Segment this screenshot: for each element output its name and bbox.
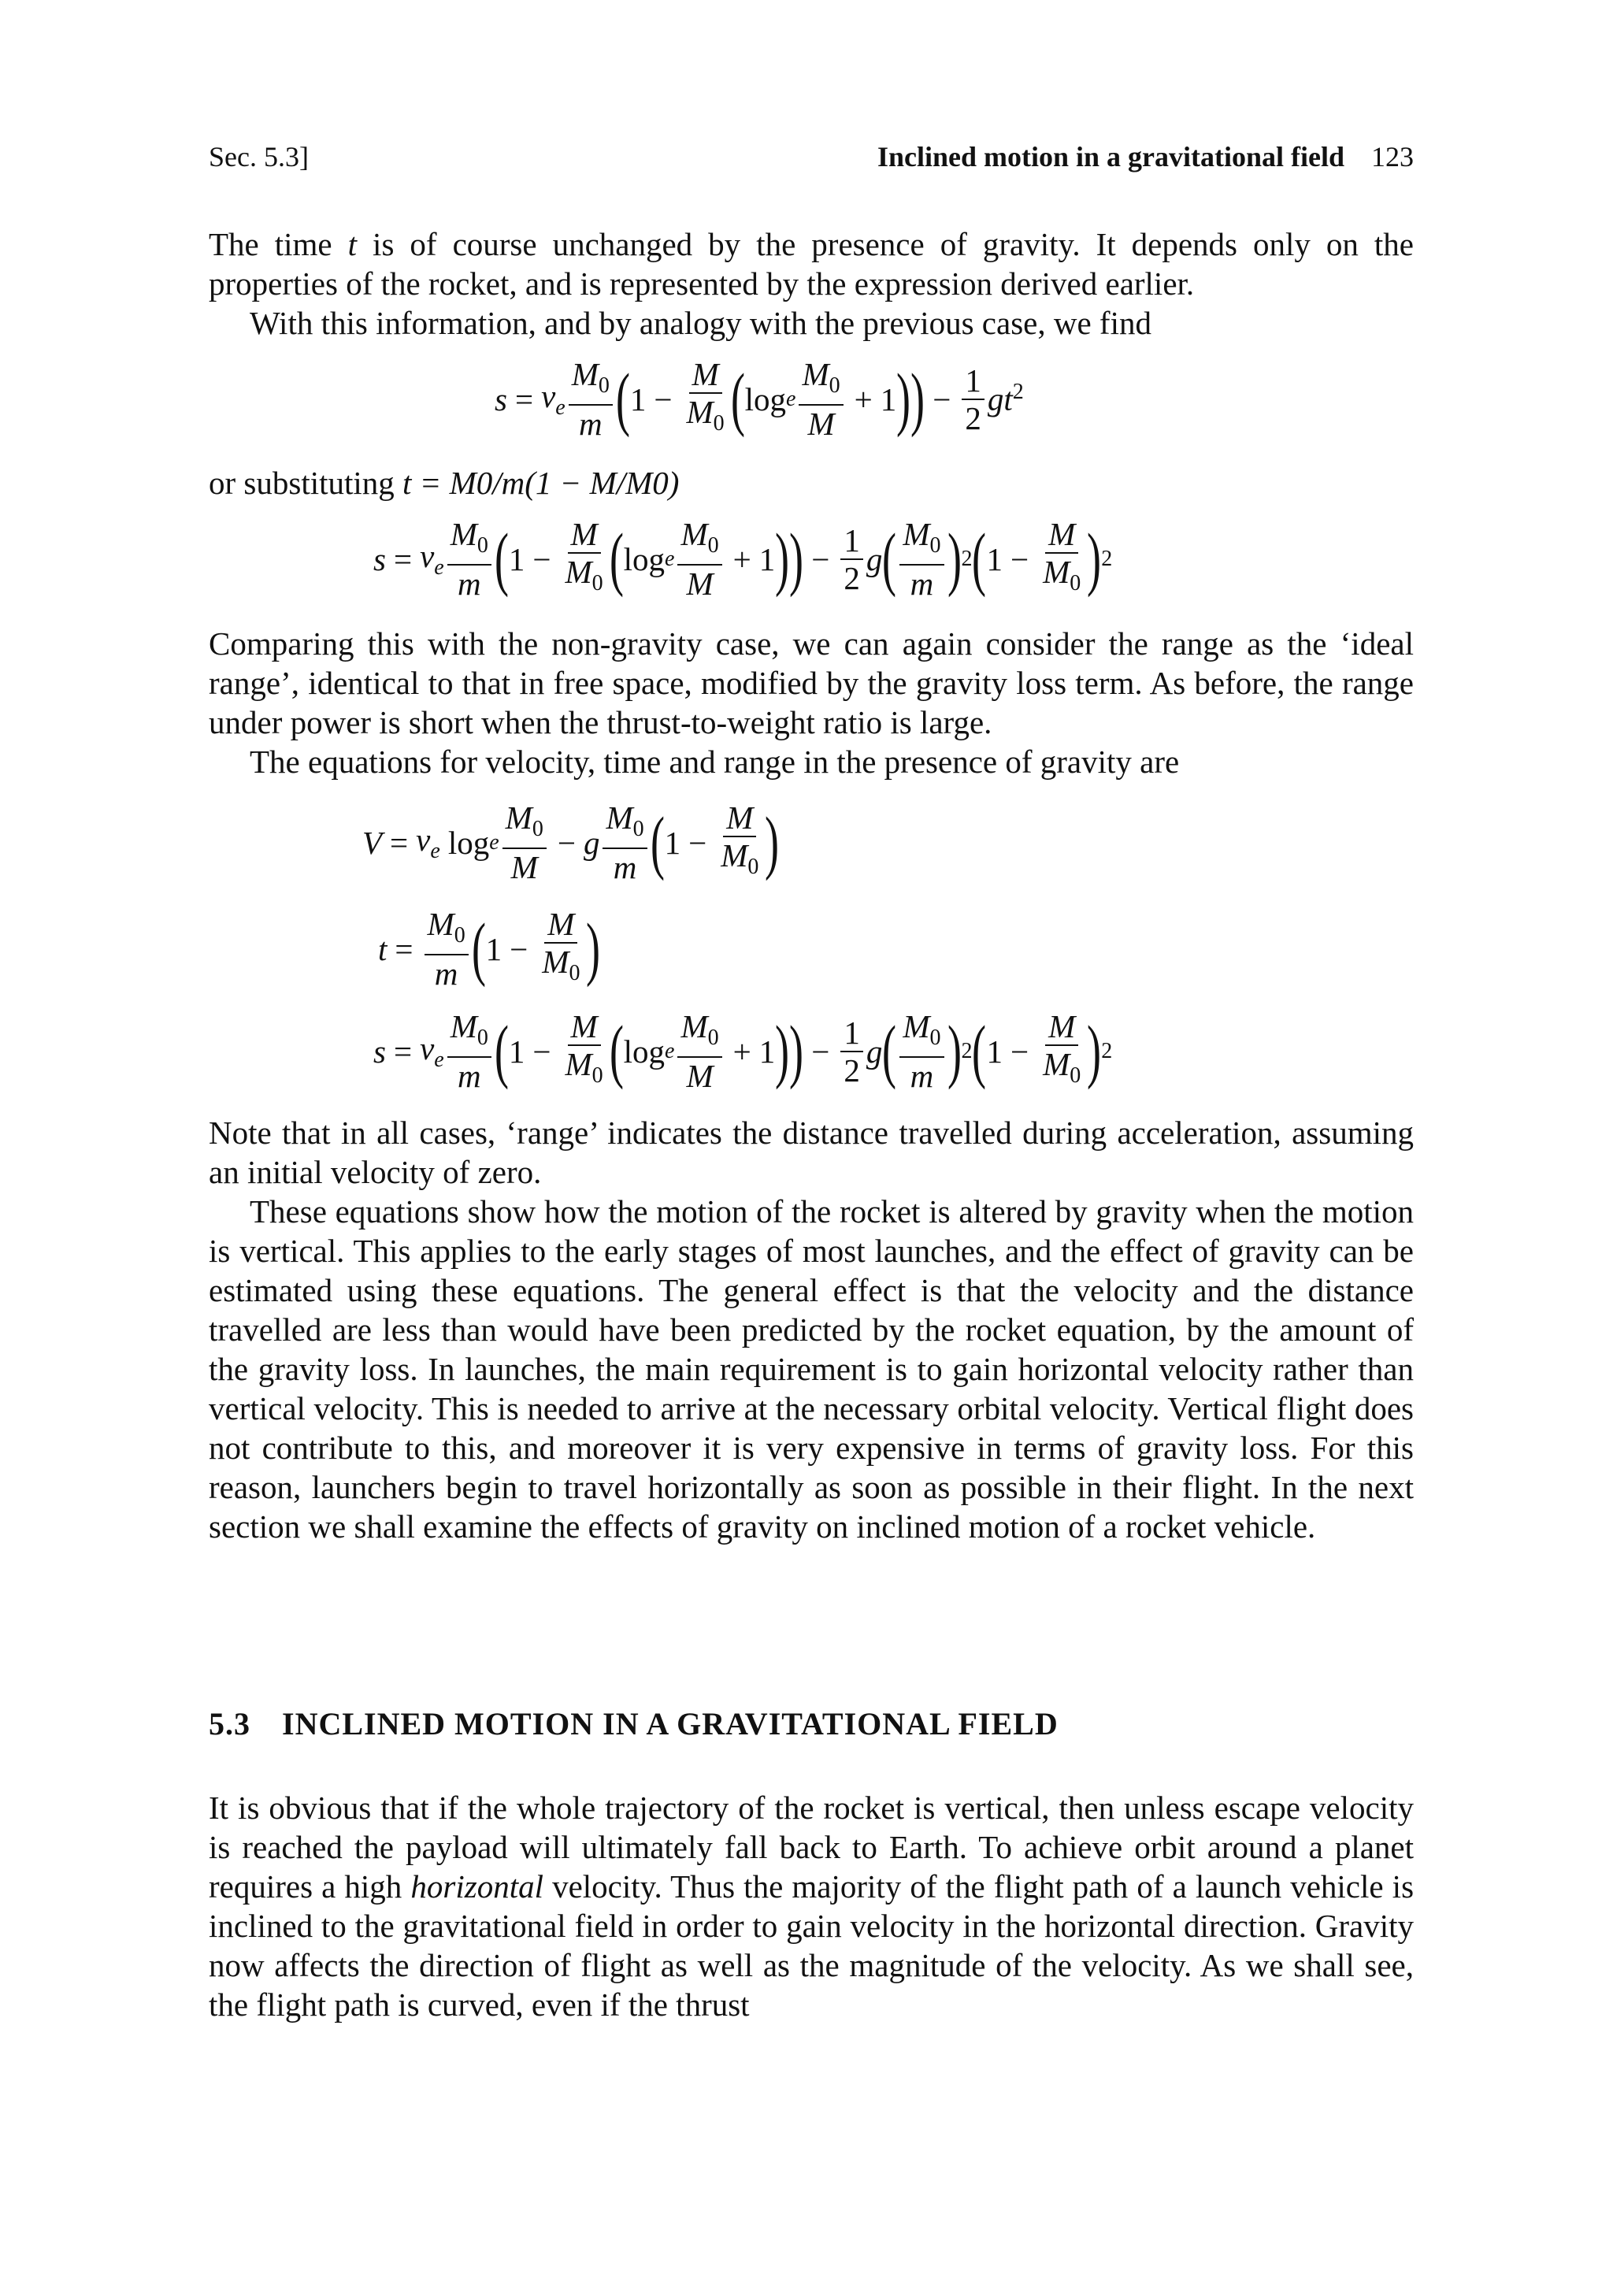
paragraph-6-block [209, 1113, 1414, 1546]
substitution-text: or substituting [209, 465, 395, 501]
paragraph-4-block [209, 624, 1414, 781]
equation-velocity: V = $v_e$ log e $\frac{M_0}{M}$ − g $\frac{M_0}{m}$ ( 1 − $\frac{M}{M_0}$ ) [362, 799, 780, 886]
running-head [209, 140, 1414, 173]
equation-2: s = $v_e$ $\frac{M_0}{m}$ ( 1 − $\frac{M}{M_0}$ ( log e $\frac{M_0}{M}$ + 1 ) ) − $\frac{1}{2}$ g ( $\frac{M_0}{m}$ ) 2 ( 1 − $\frac{M}{M_0}$ ) 2 [373, 516, 1113, 603]
paragraph-7: These equations show how the motion of the rocket is altered by gravity when the motion is vertical. This applies to the early stages of most launches, and the effect of gravity can be estimated using these equations. The general effect is that the velocity and the distance travelled are less than would have been predicted by the rocket equation, by the amount of the gravity loss. In launches, the main requirement is to gain horizontal velocity rather than vertical velocity. This is needed to arrive at the necessary orbital velocity. Vertical flight does not contribute to this, and moreover it is very expensive in terms of gravity loss. For this reason, launchers begin to travel horizontally as soon as possible in their flight. In the next section we shall examine the effects of gravity on inclined motion of a rocket vehicle. [209, 1193, 1414, 1545]
paragraph-2: With this information, and by analogy with the previous case, we find [250, 305, 1151, 341]
paragraph-8: It is obvious that if the whole trajectory of the rocket is vertical, then unless escape velocity is reached the payload will ultimately fall back to Earth. To achieve orbit around a planet requires a high horizontal velocity. Thus the majority of the flight path of a launch vehicle is inclined to the gravitational field in order to gain velocity in the horizontal direction. Gravity now affects the direction of flight as well as the magnitude of the velocity. As we shall see, the flight path is curved, even if the thrust [209, 1790, 1415, 2023]
paragraph-5: The equations for velocity, time and range in the presence of gravity are [250, 744, 1180, 780]
substitution-expression: t = M0/m(1 − M/M0) [402, 465, 680, 501]
paragraph-6: Note that in all cases, ‘range’ indicates the distance travelled during acceleration, assuming an initial velocity of zero. [209, 1115, 1414, 1190]
substitution-line [209, 463, 1414, 503]
equation-time: t = $\frac{M_0}{m}$ ( 1 − $\frac{M}{M_0}$ ) [378, 906, 601, 992]
emphasis-horizontal: horizontal [410, 1868, 543, 1905]
paragraph-1: The time t is of course unchanged by the presence of gravity. It depends only on the properties of the rocket, and is represented by the expression derived earlier. [209, 226, 1414, 302]
running-title: Inclined motion in a gravitational field [877, 141, 1344, 172]
equation-range: s = $v_e$ $\frac{M_0}{m}$ ( 1 − $\frac{M}{M_0}$ ( log e $\frac{M_0}{M}$ + 1 ) ) − $\frac{1}{2}$ g ( $\frac{M_0}{m}$ ) 2 ( 1 − $\frac{M}{M_0}$ ) 2 [373, 1008, 1113, 1095]
section-reference: Sec. 5.3] [209, 141, 309, 172]
paragraph-1-block [209, 224, 1414, 343]
paragraph-4: Comparing this with the non-gravity case, we can again consider the range as the ‘ideal range’, identical to that in free space, modified by the gravity loss term. As before, the range under power is short when the thrust-to-weight ratio is large. [209, 625, 1414, 740]
equation-1: s = $v_e$ $\frac{M_0}{m}$ ( 1 − $\frac{M}{M_0}$ ( log e $\frac{M_0}{M}$ + 1 ) ) − $\frac{1}{2}$ $gt^2$ [495, 356, 1024, 443]
section-heading [209, 1705, 1059, 1742]
paragraph-8-block [209, 1788, 1414, 2024]
section-number: 5.3 [209, 1706, 250, 1741]
page-number: 123 [1371, 141, 1414, 172]
section-title: INCLINED MOTION IN A GRAVITATIONAL FIELD [282, 1706, 1059, 1741]
